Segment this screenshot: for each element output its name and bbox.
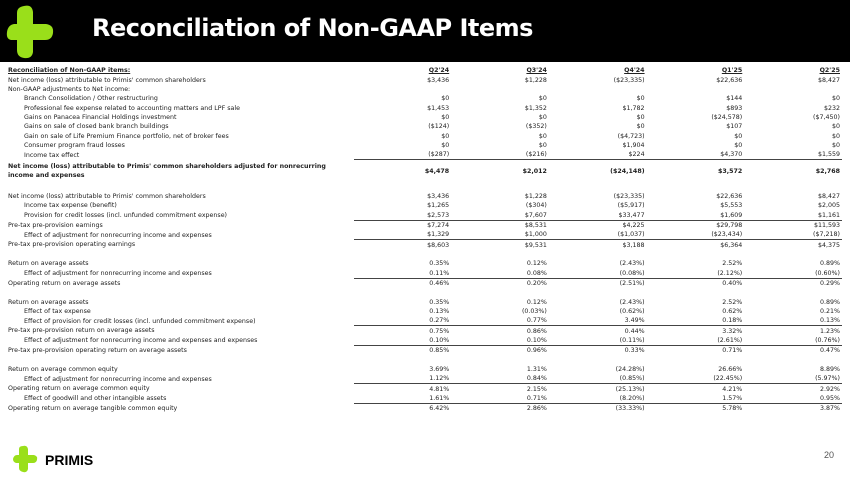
- cell: $1,228: [524, 76, 547, 84]
- cell: (22.45%): [713, 375, 743, 383]
- cell: (0.11%): [619, 336, 645, 344]
- cell: 1.61%: [429, 394, 450, 402]
- cell: 0.40%: [647, 278, 745, 288]
- cell: 0.13%: [819, 317, 840, 325]
- table-row: [8, 113, 842, 122]
- cell: 0.71%: [647, 346, 745, 356]
- row-label: Return on average common equity: [8, 365, 118, 373]
- cell: (0.60%): [815, 269, 840, 277]
- cell: $22,636: [716, 76, 743, 84]
- cell: $0: [636, 113, 645, 121]
- row-label: Operating return on average assets: [8, 279, 121, 287]
- cell: $7,607: [524, 211, 547, 219]
- cell: 26.66%: [718, 365, 743, 373]
- cell: ($287): [428, 151, 450, 159]
- table-row: [8, 346, 842, 356]
- cell: ($216): [525, 151, 547, 159]
- cell: $0: [538, 141, 547, 149]
- cell: $1,228: [524, 192, 547, 200]
- cell: $29,798: [647, 220, 745, 230]
- cell: $0: [636, 95, 645, 103]
- cell: 3.32%: [647, 326, 745, 336]
- cell: $4,375: [744, 240, 842, 250]
- header-label: Reconciliation of Non-GAAP items:: [8, 67, 131, 75]
- cell: $0: [538, 95, 547, 103]
- cell: $22,636: [716, 192, 743, 200]
- row-label: Effect of tax expense: [24, 307, 91, 315]
- row-label: Professional fee expense related to accounting matters and LPF sale: [24, 104, 240, 112]
- cell: $0: [831, 141, 840, 149]
- cell: 0.11%: [429, 269, 450, 277]
- cell: $4,478: [354, 160, 452, 183]
- cell: (2.51%): [549, 278, 647, 288]
- table-row: [8, 94, 842, 103]
- cell: 4.81%: [354, 384, 452, 394]
- cell: (24.28%): [615, 365, 645, 373]
- header-col: Q4'24: [624, 67, 645, 75]
- cell: 0.27%: [429, 317, 450, 325]
- table-row: [8, 240, 842, 250]
- cell: $3,436: [427, 192, 450, 200]
- cell: ($23,335): [613, 76, 645, 84]
- cell: 0.12%: [526, 260, 547, 268]
- cell: $1,559: [817, 151, 840, 159]
- cell: 0.44%: [549, 326, 647, 336]
- cell: 2.92%: [744, 384, 842, 394]
- cell: 6.42%: [354, 404, 452, 414]
- table-row: [8, 141, 842, 150]
- cell: $1,352: [524, 104, 547, 112]
- row-label: Pre-tax pre-provision earnings: [8, 221, 103, 229]
- cell: $107: [726, 123, 743, 131]
- cell: $8,531: [451, 220, 549, 230]
- cell: 5.78%: [647, 404, 745, 414]
- cell: $1,161: [817, 211, 840, 219]
- cell: 2.52%: [722, 260, 743, 268]
- row-label: Net income (loss) attributable to Primis' common shareholders adjusted for nonrecurring income and expenses: [8, 163, 326, 180]
- table-row: [8, 150, 842, 160]
- cell: $144: [726, 95, 743, 103]
- table-row: [8, 365, 842, 374]
- row-label: Pre-tax pre-provision operating earnings: [8, 241, 136, 249]
- cell: 0.75%: [354, 326, 452, 336]
- cell: $2,573: [427, 211, 450, 219]
- cell: 0.18%: [722, 317, 743, 325]
- cell: 3.49%: [624, 317, 645, 325]
- cell: $8,427: [817, 76, 840, 84]
- row-label: Non-GAAP adjustments to Net income:: [8, 85, 131, 93]
- cell: (0.08%): [619, 269, 645, 277]
- cell: $0: [636, 123, 645, 131]
- cell: ($5,917): [617, 202, 645, 210]
- table-row: [8, 307, 842, 316]
- header-col: Q2'24: [428, 67, 450, 75]
- svg-text:PRIMIS: PRIMIS: [45, 452, 94, 468]
- cell: $1,329: [427, 231, 450, 239]
- cell: ($352): [525, 123, 547, 131]
- table-row: [8, 201, 842, 210]
- row-label: Net income (loss) attributable to Primis' common shareholders: [8, 192, 206, 200]
- slide-header: [0, 0, 850, 62]
- table-row: [8, 210, 842, 220]
- cell: $1,265: [427, 202, 450, 210]
- cell: $11,593: [744, 220, 842, 230]
- table-row: [8, 394, 842, 404]
- table-row: [8, 374, 842, 384]
- cell: $3,188: [549, 240, 647, 250]
- cell: $1,000: [524, 231, 547, 239]
- cell: $6,364: [647, 240, 745, 250]
- primis-plus-logo-icon: [6, 4, 56, 60]
- row-label: Provision for credit losses (incl. unfunded commitment expense): [24, 211, 228, 219]
- cell: 0.86%: [451, 326, 549, 336]
- cell: 0.33%: [549, 346, 647, 356]
- row-label: Gains on sale of closed bank branch buildings: [24, 123, 169, 131]
- cell: $7,274: [354, 220, 452, 230]
- table-row: [8, 103, 842, 112]
- cell: 0.10%: [526, 336, 547, 344]
- row-label: Effect of adjustment for nonrecurring income and expenses: [24, 231, 212, 239]
- row-label: Pre-tax pre-provision return on average assets: [8, 327, 155, 335]
- table-row: [8, 268, 842, 278]
- row-label: Operating return on average tangible common equity: [8, 405, 178, 413]
- cell: 4.21%: [647, 384, 745, 394]
- primis-logo-icon: [12, 444, 122, 474]
- cell: 0.47%: [744, 346, 842, 356]
- row-label: Operating return on average common equity: [8, 385, 150, 393]
- cell: $4,225: [549, 220, 647, 230]
- cell: $1,904: [622, 141, 645, 149]
- cell: (8.20%): [619, 394, 645, 402]
- row-label: Pre-tax pre-provision operating return on average assets: [8, 347, 187, 355]
- row-label: Effect of adjustment for nonrecurring income and expenses: [24, 375, 212, 383]
- cell: 0.77%: [526, 317, 547, 325]
- cell: ($7,450): [813, 113, 840, 121]
- cell: 2.15%: [451, 384, 549, 394]
- cell: $33,477: [618, 211, 645, 219]
- cell: 0.08%: [526, 269, 547, 277]
- row-label: Return on average assets: [8, 298, 89, 306]
- cell: $0: [441, 113, 450, 121]
- cell: $0: [441, 132, 450, 140]
- cell: 0.21%: [819, 307, 840, 315]
- cell: 0.12%: [526, 298, 547, 306]
- cell: ($7,218): [813, 231, 840, 239]
- cell: $2,005: [817, 202, 840, 210]
- cell: $0: [441, 141, 450, 149]
- cell: 1.31%: [526, 365, 547, 373]
- cell: (2.43%): [619, 298, 645, 306]
- cell: 3.69%: [429, 365, 450, 373]
- cell: $0: [831, 95, 840, 103]
- cell: ($23,434): [711, 231, 743, 239]
- cell: ($24,148): [549, 160, 647, 183]
- cell: 0.84%: [526, 375, 547, 383]
- cell: 0.10%: [429, 336, 450, 344]
- table-row: [8, 336, 842, 346]
- cell: $0: [441, 95, 450, 103]
- cell: $5,553: [720, 202, 743, 210]
- cell: 2.86%: [451, 404, 549, 414]
- cell: (0.62%): [619, 307, 645, 315]
- primis-footer-logo: [12, 444, 122, 474]
- cell: 0.85%: [354, 346, 452, 356]
- cell: (2.43%): [619, 260, 645, 268]
- cell: 2.52%: [722, 298, 743, 306]
- cell: 1.57%: [722, 394, 743, 402]
- cell: 0.62%: [722, 307, 743, 315]
- cell: (0.03%): [521, 307, 547, 315]
- row-label: Gain on sale of Life Premium Finance portfolio, net of broker fees: [24, 132, 229, 140]
- row-label: Effect of adjustment for nonrecurring income and expenses and expenses: [24, 337, 258, 345]
- cell: $2,768: [744, 160, 842, 183]
- table-row: [8, 278, 842, 288]
- cell: $1,453: [427, 104, 450, 112]
- reconciliation-table: [8, 66, 842, 414]
- table-row: [8, 297, 842, 306]
- cell: $0: [538, 113, 547, 121]
- cell: (33.33%): [549, 404, 647, 414]
- cell: 0.96%: [451, 346, 549, 356]
- cell: 0.89%: [819, 260, 840, 268]
- cell: ($23,335): [613, 192, 645, 200]
- cell: 0.13%: [429, 307, 450, 315]
- table-row: [8, 131, 842, 140]
- cell: 0.20%: [451, 278, 549, 288]
- table-row: [8, 220, 842, 230]
- cell: $0: [734, 141, 743, 149]
- row-label: Income tax expense (benefit): [24, 202, 117, 210]
- cell: 0.71%: [526, 394, 547, 402]
- cell: $0: [538, 132, 547, 140]
- row-label: Gains on Panacea Financial Holdings investment: [24, 113, 177, 121]
- cell: $1,782: [622, 104, 645, 112]
- cell: (2.61%): [717, 336, 743, 344]
- row-label: Return on average assets: [8, 260, 89, 268]
- cell: 0.89%: [819, 298, 840, 306]
- row-label: Consumer program fraud losses: [24, 141, 125, 149]
- cell: ($4,723): [617, 132, 645, 140]
- header-col: Q1'25: [721, 67, 743, 75]
- cell: 1.12%: [429, 375, 450, 383]
- cell: ($1,037): [617, 231, 645, 239]
- cell: 3.87%: [744, 404, 842, 414]
- cell: $3,436: [427, 76, 450, 84]
- cell: $0: [831, 123, 840, 131]
- row-label: Effect of goodwill and other intangible assets: [24, 395, 167, 403]
- cell: $2,012: [451, 160, 549, 183]
- cell: 0.35%: [429, 298, 450, 306]
- cell: $1,609: [720, 211, 743, 219]
- cell: (25.13%): [549, 384, 647, 394]
- table-row: [8, 326, 842, 336]
- cell: 1.23%: [744, 326, 842, 336]
- table-row: [8, 230, 842, 240]
- page-number: 20: [823, 450, 834, 460]
- page-title: Reconciliation of Non-GAAP Items: [92, 14, 533, 42]
- table-row: [8, 259, 842, 268]
- header-col: Q3'24: [526, 67, 547, 75]
- cell: 0.95%: [819, 394, 840, 402]
- row-label: Effect of provision for credit losses (incl. unfunded commitment expense): [24, 317, 256, 325]
- cell: ($124): [428, 123, 450, 131]
- table-row: [8, 192, 842, 201]
- table-row-total: [8, 160, 842, 183]
- header-col: Q2'25: [819, 67, 840, 75]
- table-row: [8, 404, 842, 414]
- row-label: Income tax effect: [24, 151, 80, 159]
- cell: $8,603: [354, 240, 452, 250]
- table-row: [8, 316, 842, 326]
- cell: (0.76%): [815, 336, 840, 344]
- cell: $224: [628, 151, 645, 159]
- cell: $0: [734, 132, 743, 140]
- cell: $8,427: [817, 192, 840, 200]
- cell: ($24,578): [711, 113, 743, 121]
- cell: $0: [831, 132, 840, 140]
- cell: 0.46%: [354, 278, 452, 288]
- cell: $232: [823, 104, 840, 112]
- cell: ($304): [525, 202, 547, 210]
- cell: (0.85%): [619, 375, 645, 383]
- cell: (2.12%): [717, 269, 743, 277]
- table-row: [8, 122, 842, 131]
- cell: $893: [726, 104, 743, 112]
- cell: 8.89%: [819, 365, 840, 373]
- cell: $3,572: [647, 160, 745, 183]
- row-label: Effect of adjustment for nonrecurring income and expenses: [24, 269, 212, 277]
- table-row: [8, 75, 842, 84]
- table-header-row: [8, 66, 842, 75]
- table-row: [8, 85, 842, 94]
- cell: 0.29%: [744, 278, 842, 288]
- cell: 0.35%: [429, 260, 450, 268]
- cell: (5.97%): [815, 375, 840, 383]
- row-label: Net income (loss) attributable to Primis' common shareholders: [8, 76, 206, 84]
- cell: $4,370: [720, 151, 743, 159]
- cell: $9,531: [451, 240, 549, 250]
- table-row: [8, 384, 842, 394]
- row-label: Branch Consolidation / Other restructuring: [24, 95, 158, 103]
